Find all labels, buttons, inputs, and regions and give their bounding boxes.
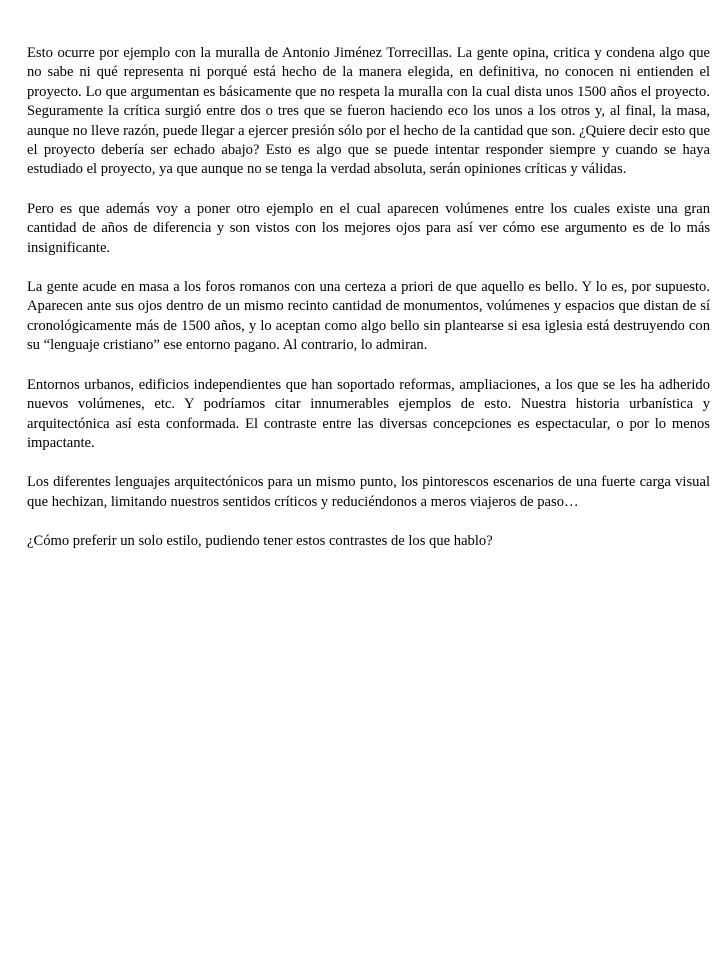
paragraph-entornos-urbanos: Entornos urbanos, edificios independientes que han soportado reformas, ampliaciones, a los que se les ha adherido nuevos volúmenes, etc. Y podríamos citar innumerables ejemplos de esto. Nuestra historia urbanística y arquitectónica así esta conformada. El contraste entre las diversas concepciones es espectacular, o por lo menos impactante. xyxy=(27,376,710,451)
document-body xyxy=(27,44,710,552)
paragraph-pregunta-final: ¿Cómo preferir un solo estilo, pudiendo tener estos contrastes de los que hablo? xyxy=(27,533,493,550)
paragraph-lenguajes: Los diferentes lenguajes arquitectónicos para un mismo punto, los pintorescos escenarios de una fuerte carga visual que hechizan, limitando nuestros sentidos críticos y reduciéndonos a meros viajeros de paso… xyxy=(27,474,710,510)
paragraph-foros-romanos: La gente acude en masa a los foros romanos con una certeza a priori de que aquello es bello. Y lo es, por supuesto. Aparecen ante sus ojos dentro de un mismo recinto cantidad de monumentos, volúmenes y espacios que distan de sí cronológicamente más de 1500 años, y lo aceptan como algo bello sin plantearse si esa iglesia está destruyendo con su “lenguaje cristiano” ese entorno pagano. Al contrario, lo admiran. xyxy=(27,279,710,354)
paragraph-muralla: Esto ocurre por ejemplo con la muralla de Antonio Jiménez Torrecillas. La gente opina, critica y condena algo que no sabe ni qué representa ni porqué está hecho de la manera elegida, en definitiva, no conocen ni entienden el proyecto. Lo que argumentan es básicamente que no respeta la muralla con la cual dista unos 1500 años el proyecto. Seguramente la crítica surgió entre dos o tres que se fueron haciendo eco los unos a los otros y, al final, la masa, aunque no lleve razón, puede llegar a ejercer presión sólo por el hecho de la cantidad que son. ¿Quiere decir esto que el proyecto debería ser echado abajo? Esto es algo que se puede intentar responder siempre y cuando se haya estudiado el proyecto, ya que aunque no se tenga la verdad absoluta, serán opiniones críticas y válidas. xyxy=(27,45,710,178)
paragraph-otro-ejemplo: Pero es que además voy a poner otro ejemplo en el cual aparecen volúmenes entre los cuales existe una gran cantidad de años de diferencia y son vistos con los mejores ojos para así ver cómo ese argumento es de lo más insignificante. xyxy=(27,200,710,256)
